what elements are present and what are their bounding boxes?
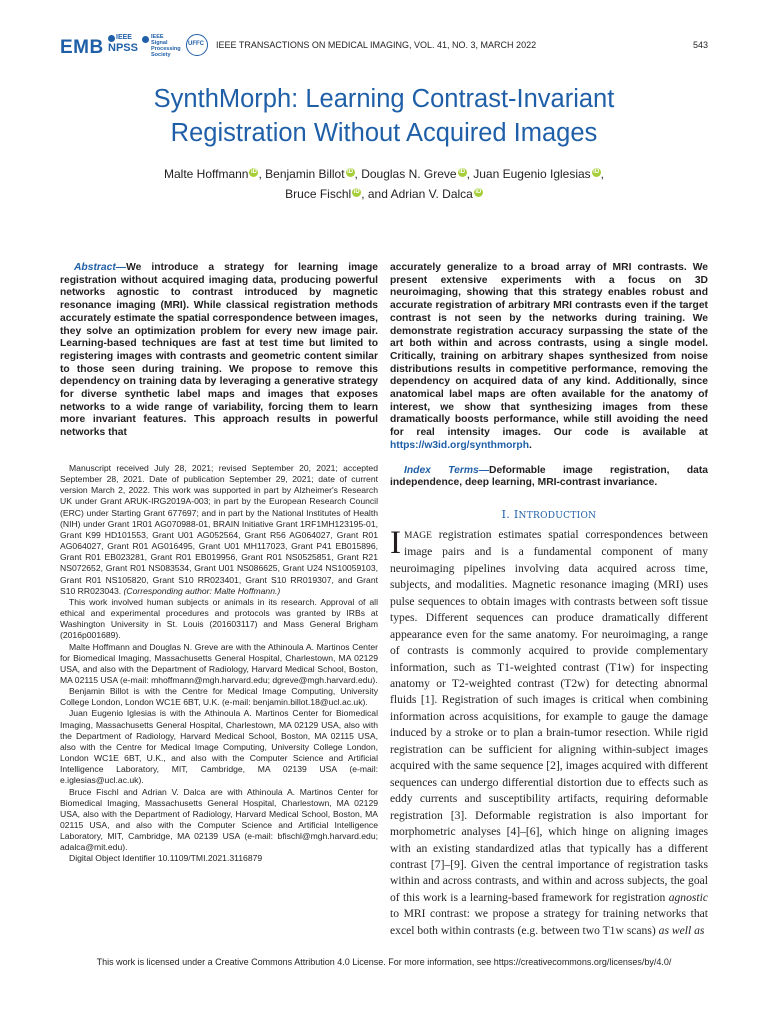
ieee-npss-logo: [108, 35, 138, 57]
abstract-column-left: [60, 262, 378, 440]
title-line-2: Registration Without Acquired Images: [170, 119, 598, 147]
globe-icon: [108, 35, 115, 42]
ieee-sp-logo-text: IEEE Signal Processing Society: [151, 34, 181, 58]
footnote-funding: Manuscript received July 28, 2021; revised September 20, 2021; accepted September 28, 2021. Date of publication September 29, 2021; date of current version March 2, 2022. This work was supported in part by Alzheimer's Research UK under Grant ARUK-IRG2019A-003; in part by the European Research Council (ERC) under Starting Grant 677697; and in part by the National Institutes of Health (NIH) under Grant 1R01 AG070988-01, BRAIN Initiative Grant 1RF1MH123195-01, Grant K99 HD101553, Grant U01 AG052564, Grant R56 AG064027, Grant R01 AG064027, Grant R01 AG016495, Grant U01 MH117023, Grant P41 EB015896, Grant R01 EB023281, Grant R01 EB019956, Grant R01 NS0525851, Grant R21 NS072652, Grant R01 NS083534, Grant U01 NS086625, Grant U24 NS10059103, Grant R01 NS105820, Grant S10 RR023401, Grant S10 RR019307, and Grant S10 RR023043. (Corresponding author: Malte Hoffmann.): [60, 463, 378, 596]
footnote-affiliation: Malte Hoffmann and Douglas N. Greve are with the Athinoula A. Martinos Center for Biomedical Imaging, Massachusetts General Hospital, Charlestown, MA 02129 USA, and also with the Department of Radiology, Harvard Medical School, Boston, MA 02115 USA (e-mail: mhoffmann@mgh.harvard.edu; dgreve@mgh.harvard.edu).: [60, 641, 378, 685]
right-column: [390, 262, 708, 939]
code-link[interactable]: https://w3id.org/synthmorph: [390, 439, 530, 451]
footnote-doi: Digital Object Identifier 10.1109/TMI.2021.3116879: [69, 853, 263, 864]
emb-logo: EMB: [60, 37, 104, 58]
author-name: Benjamin Billot: [265, 167, 345, 181]
author-name: Bruce Fischl: [285, 187, 352, 201]
running-header: [60, 34, 708, 58]
author-name: Malte Hoffmann: [163, 167, 249, 181]
orcid-icon[interactable]: iD: [353, 189, 360, 195]
author-conjunction: and: [367, 187, 388, 201]
author-list: Malte Hoffmann iD , Benjamin Billot iD , Douglas N. Greve iD , Juan Eugenio Iglesias iD , Bruce Fischl iD , and Adrian V. Dalca iD: [163, 167, 605, 201]
title-line-1: SynthMorph: Learning Contrast-Invariant: [153, 85, 615, 113]
introduction-paragraph: IMAGE registration estimates spatial correspondences between image pairs and is a fundamental component of many neuroimaging pipelines involving data acquired across time, subjects, and modalities. Magnetic resonance imaging (MRI) uses pulse sequences to obtain images with contrasts between soft tissue types. Different sequences can produce dramatically different appearance even for the same anatomy. For neuroimaging, a range of contrasts is commonly acquired to provide complementary information, such as T1-weighted contrast (T1w) for inspecting anatomy or T2-weighted contrast (T2w) for detecting abnormal fluids [1]. Registration of such images is critical when combining information across acquisitions, for example to gauge the damage induced by a stroke or to plan a brain-tumor resection. While rigid registration can be sufficient for aligning within-subject images acquired with the same sequence [2], images acquired with different sequences can undergo differential distortion due to effects such as eddy currents and susceptibility artifacts, requiring deformable registration [3]. Deformable registration is also important for morphometric analyses [4]–[6], which hinge on aligning images with an existing standardized atlas that typically has a different contrast [7]–[9]. Given the central importance of registration tasks within and across contrasts, and within and across subjects, the goal of this work is a learning-based framework for registration agnostic to MRI contrast: we propose a strategy for training networks that excel both within contrasts (e.g. between two T1w scans) as well as: [390, 524, 708, 937]
drop-cap: I: [390, 524, 401, 561]
abstract-paragraph: Abstract—We introduce a strategy for learning image registration without acquired imaging data, producing powerful networks agnostic to contrast introduced by magnetic resonance imaging (MRI). While classical registration methods accurately estimate the spatial correspondence between images, they solve an optimization problem for every new image pair. Learning-based techniques are fast at test time but limited to registering images with contrasts and geometric content similar to those seen during training. We propose to remove this dependency on training data by leveraging a generative strategy for diverse synthetic label maps and images that exposes networks to a wide range of variability, forcing them to learn more invariant features. This approach results in powerful networks that: [60, 262, 378, 439]
footnote-affiliation: Bruce Fischl and Adrian V. Dalca are with Athinoula A. Martinos Center for Biomedical Imaging, Massachusetts General Hospital, Charlestown, MA 02129 USA, also with the Department of Radiology, Harvard Medical School, Boston, MA 02115 USA, and also with the Computer Science and Artificial Intelligence Laboratory, MIT, Cambridge, MA 02139 USA (e-mail: bfischl@mgh.harvard.edu; adalca@mit.edu).: [60, 786, 378, 853]
orcid-icon[interactable]: iD: [250, 169, 257, 175]
abstract-text: We introduce a strategy for learning image registration without acquired imaging data, producing powerful networks agnostic to contrast introduced by magnetic resonance imaging (MRI). While classical registration methods accurately estimate the spatial correspondence between images, they solve an optimization problem for every new image pair. Learning-based techniques are fast at test time but limited to registering images with contrasts and geometric content similar to those seen during training. We propose to remove this dependency on training data by leveraging a generative strategy for diverse synthetic label maps and images that exposes networks to a wide range of variability, forcing them to learn more invariant features. This approach results in powerful networks that: [60, 262, 378, 439]
journal-name: IEEE TRANSACTIONS ON MEDICAL IMAGING, VOL. 41, NO. 3, MARCH 2022: [216, 40, 537, 50]
orcid-icon[interactable]: iD: [593, 169, 600, 175]
index-terms-label: Index Terms: [404, 464, 479, 476]
author-name: Juan Eugenio Iglesias: [473, 167, 591, 181]
orcid-icon[interactable]: iD: [475, 189, 482, 195]
author-name: Adrian V. Dalca: [390, 187, 473, 201]
abstract-continued: accurately generalize to a broad array of MRI contrasts. We present extensive experiments with a focus on 3D neuroimaging, showing that this strategy enables robust and accurate registration of arbitrary MRI contrasts even if the target contrast is not seen by the networks during training. We demonstrate registration accuracy surpassing the state of the art both within and across contrasts, using a single model. Critically, training on arbitrary shapes synthesized from noise distributions results in competitive performance, removing the dependency on acquired data of any kind. Additionally, since anatomical label maps are often available for the anatomy of interest, we show that synthesizing images from these dramatically boosts performance, while still avoiding the need for real intensity images. Our code is available at https://w3id.org/synthmorph.: [390, 262, 708, 451]
paper-title: [60, 82, 708, 150]
orcid-icon[interactable]: iD: [459, 169, 466, 175]
abstract-label: Abstract: [74, 262, 116, 273]
footnote-ethics: This work involved human subjects or animals in its research. Approval of all ethical and experimental procedures and protocols was granted by IRBs at Washington University in St. Louis (201603117) and Mass General Brigham (2016p001689).: [60, 596, 378, 641]
author-name: Douglas N. Greve: [361, 167, 457, 181]
globe-icon: [142, 36, 149, 43]
section-heading: I. INTRODUCTION: [501, 507, 597, 521]
uffc-logo: UFFC: [186, 34, 208, 56]
ieee-npss-logo-top: IEEE: [116, 34, 132, 41]
footnote-affiliation: Juan Eugenio Iglesias is with the Athinoula A. Martinos Center for Biomedical Imaging, Massachusetts General Hospital, Charlestown, MA 02129 USA, also with the Department of Radiology, Harvard Medical School, Boston, MA 02115 USA, also with the Centre for Medical Image Computing, University College London, London WC1E 6BT, U.K., and also with the Computer Science and Artificial Intelligence Laboratory, MIT, Cambridge, MA 02139 USA (e-mail: e.iglesias@ucl.ac.uk).: [60, 708, 378, 786]
page-number: 543: [692, 40, 708, 50]
index-terms: Index Terms—Deformable image registration, data independence, deep learning, MRI-contrast invariance.: [390, 464, 708, 489]
footnotes: [60, 463, 378, 865]
index-terms-text: Deformable image registration, data independence, deep learning, MRI-contrast invariance.: [390, 464, 708, 489]
ieee-npss-logo-bottom: NPSS: [108, 42, 138, 54]
footnote-affiliation: Benjamin Billot is with the Centre for Medical Image Computing, University College London, London WC1E 6BT, U.K. (e-mail: benjamin.billot.18@ucl.ac.uk).: [60, 686, 378, 708]
license-notice: This work is licensed under a Creative Commons Attribution 4.0 License. For more information, see https://creativecommons.org/licenses/by/4.0/: [96, 957, 672, 967]
corresponding-author: (Corresponding author: Malte Hoffmann.): [123, 585, 281, 596]
orcid-icon[interactable]: iD: [347, 169, 354, 175]
ieee-signal-processing-logo: [142, 34, 192, 58]
